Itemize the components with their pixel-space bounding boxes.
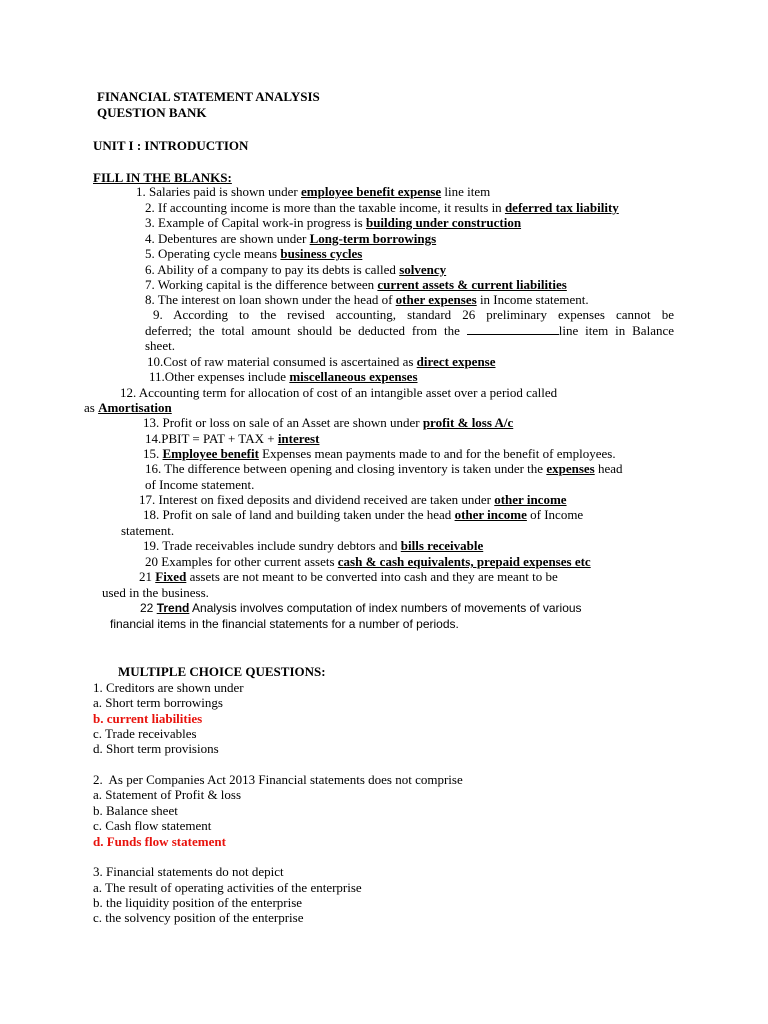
blank-item-8: 8. The interest on loan shown under the head of other expenses in Income statement.: [145, 292, 589, 307]
mcq-option: c. the solvency position of the enterprise: [93, 910, 304, 925]
answer: other expenses: [395, 292, 477, 307]
blank-line: [467, 323, 559, 335]
blank-item-1: 1. Salaries paid is shown under employee benefit expense line item: [136, 184, 491, 199]
answer: building under construction: [365, 215, 522, 230]
answer: deferred tax liability: [504, 200, 619, 215]
mcq-correct-option: d. Funds flow statement: [93, 834, 226, 849]
blank-item-11: 11.Other expenses include miscellaneous expenses: [149, 369, 418, 384]
mcq-option: b. the liquidity position of the enterprise: [93, 895, 303, 910]
blank-item-6: 6. Ability of a company to pay its debts is called solvency: [145, 262, 447, 277]
blank-item-16-cont: of Income statement.: [145, 477, 255, 492]
answer: solvency: [399, 262, 447, 277]
answer: other income: [494, 492, 567, 507]
blank-item-9-line3: sheet.: [145, 338, 175, 353]
mcq-option: a. Short term borrowings: [93, 695, 223, 710]
answer: profit & loss A/c: [422, 415, 514, 430]
unit-heading: UNIT I : INTRODUCTION: [93, 138, 249, 153]
blank-item-4: 4. Debentures are shown under Long-term borrowings: [145, 231, 437, 246]
mcq-heading: MULTIPLE CHOICE QUESTIONS:: [118, 664, 326, 679]
mcq-option: c. Trade receivables: [93, 726, 197, 741]
answer: cash & cash equivalents, prepaid expenses etc: [337, 554, 591, 569]
answer: other income: [454, 507, 527, 522]
answer: business cycles: [280, 246, 363, 261]
blank-item-13: 13. Profit or loss on sale of an Asset are shown under profit & loss A/c: [143, 415, 514, 430]
blank-item-9-line1: 9. According to the revised accounting, standard 26 preliminary expenses cannot be: [153, 307, 674, 322]
answer: Amortisation: [98, 400, 172, 415]
blank-item-22: 22 Trend Analysis involves computation of index numbers of movements of various: [140, 601, 582, 615]
answer: Long-term borrowings: [309, 231, 437, 246]
mcq-option: c. Cash flow statement: [93, 818, 212, 833]
blank-item-20: 20 Examples for other current assets cash & cash equivalents, prepaid expenses etc: [145, 554, 591, 569]
answer: expenses: [546, 461, 595, 476]
fill-blanks-heading: FILL IN THE BLANKS:: [93, 170, 232, 185]
answer: bills receivable: [400, 538, 484, 553]
mcq-option: b. Balance sheet: [93, 803, 178, 818]
document-title: FINANCIAL STATEMENT ANALYSIS: [97, 89, 320, 104]
blank-item-12: 12. Accounting term for allocation of cost of an intangible asset over a period called: [120, 385, 558, 400]
blank-item-10: 10.Cost of raw material consumed is ascertained as direct expense: [147, 354, 496, 369]
blank-item-3: 3. Example of Capital work-in progress is building under construction: [145, 215, 522, 230]
answer: miscellaneous expenses: [289, 369, 418, 384]
blank-item-15: 15. Employee benefit Expenses mean payments made to and for the benefit of employees.: [143, 446, 616, 461]
mcq-question-3: 3. Financial statements do not depict: [93, 864, 284, 879]
blank-item-21-cont: used in the business.: [102, 585, 209, 600]
blank-item-5: 5. Operating cycle means business cycles: [145, 246, 363, 261]
blank-item-18-cont: statement.: [121, 523, 175, 538]
blank-item-18: 18. Profit on sale of land and building taken under the head other income of Income: [143, 507, 584, 522]
blank-item-7: 7. Working capital is the difference between current assets & current liabilities: [145, 277, 567, 292]
mcq-option: d. Short term provisions: [93, 741, 219, 756]
answer: Employee benefit: [162, 446, 259, 461]
blank-item-2: 2. If accounting income is more than the taxable income, it results in deferred tax liability: [145, 200, 619, 215]
blank-item-19: 19. Trade receivables include sundry debtors and bills receivable: [143, 538, 484, 553]
answer: Fixed: [155, 569, 187, 584]
mcq-question-1: 1. Creditors are shown under: [93, 680, 244, 695]
blank-item-14: 14.PBIT = PAT + TAX + interest: [145, 431, 320, 446]
blank-item-21: 21 Fixed assets are not meant to be converted into cash and they are meant to be: [139, 569, 558, 584]
blank-item-9-line2: deferred; the total amount should be deducted from the line item in Balance: [145, 323, 674, 338]
blank-item-12-cont: as Amortisation: [84, 400, 172, 415]
blank-item-17: 17. Interest on fixed deposits and dividend received are taken under other income: [139, 492, 567, 507]
blank-item-16: 16. The difference between opening and closing inventory is taken under the expenses head: [145, 461, 623, 476]
mcq-question-2: 2. As per Companies Act 2013 Financial statements does not comprise: [93, 772, 463, 787]
answer: Trend: [156, 601, 190, 615]
mcq-correct-option: b. current liabilities: [93, 711, 203, 726]
blank-item-22-cont: financial items in the financial statements for a number of periods.: [110, 617, 459, 631]
answer: direct expense: [416, 354, 496, 369]
mcq-option: a. The result of operating activities of the enterprise: [93, 880, 362, 895]
answer: interest: [277, 431, 320, 446]
answer: current assets & current liabilities: [377, 277, 567, 292]
mcq-option: a. Statement of Profit & loss: [93, 787, 242, 802]
document-subtitle: QUESTION BANK: [97, 105, 207, 120]
answer: employee benefit expense: [301, 184, 442, 199]
